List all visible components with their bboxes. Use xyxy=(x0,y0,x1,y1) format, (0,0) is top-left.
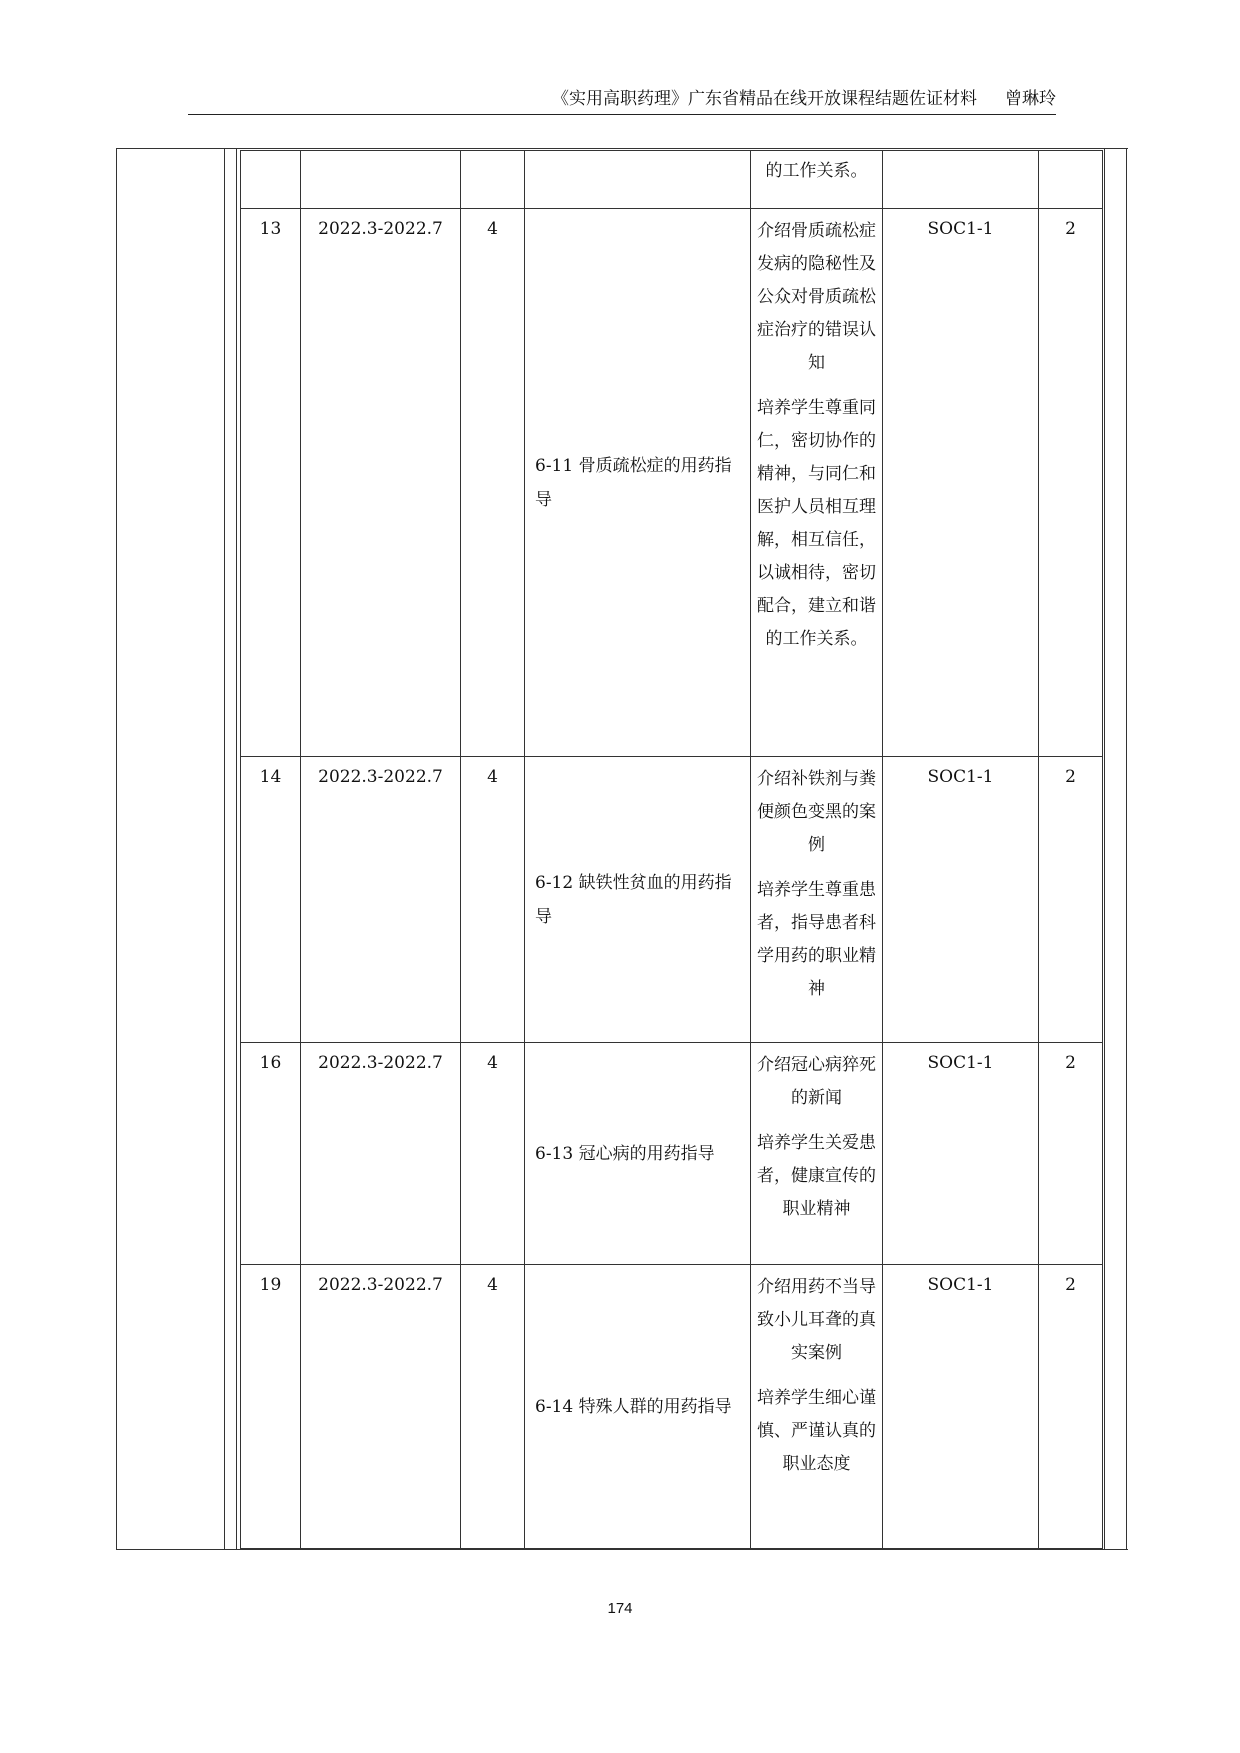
page-header xyxy=(188,84,1056,115)
row-code: SOC1-1 xyxy=(883,1265,1039,1549)
row-credit: 2 xyxy=(1039,1043,1103,1265)
outer-column-divider xyxy=(224,148,225,1550)
row-hours: 4 xyxy=(461,757,525,1043)
content-case: 介绍用药不当导致小儿耳聋的真实案例 xyxy=(757,1277,876,1363)
content-cell xyxy=(751,209,883,757)
row-number: 19 xyxy=(241,1265,301,1549)
table-row xyxy=(241,209,1103,757)
row-topic: 6-11 骨质疏松症的用药指导 xyxy=(525,209,751,757)
cell-empty xyxy=(1039,151,1103,209)
row-number: 13 xyxy=(241,209,301,757)
content-goal: 培养学生尊重同仁，密切协作的精神，与同仁和医护人员相互理解，相互信任，以诚相待，密切配合，建立和谐的工作关系。 xyxy=(757,398,876,649)
row-hours: 4 xyxy=(461,209,525,757)
row-credit: 2 xyxy=(1039,757,1103,1043)
cell-empty xyxy=(461,151,525,209)
cell-empty xyxy=(301,151,461,209)
content-goal: 培养学生尊重患者，指导患者科学用药的职业精神 xyxy=(757,880,876,999)
content-case: 介绍骨质疏松症发病的隐秘性及公众对骨质疏松症治疗的错误认知 xyxy=(757,221,876,373)
header-author: 曾琳玲 xyxy=(1005,89,1056,109)
row-code: SOC1-1 xyxy=(883,1043,1039,1265)
content-cell xyxy=(751,1265,883,1549)
row-topic: 6-13 冠心病的用药指导 xyxy=(525,1043,751,1265)
cell-empty xyxy=(241,151,301,209)
row-date: 2022.3-2022.7 xyxy=(301,1043,461,1265)
page-number: 174 xyxy=(607,1600,633,1617)
outer-column-divider-inner xyxy=(236,148,237,1550)
content-cell xyxy=(751,757,883,1043)
content-goal: 培养学生细心谨慎、严谨认真的职业态度 xyxy=(757,1388,876,1474)
content-case: 介绍补铁剂与粪便颜色变黑的案例 xyxy=(757,769,876,855)
row-topic: 6-12 缺铁性贫血的用药指导 xyxy=(525,757,751,1043)
row-hours: 4 xyxy=(461,1265,525,1549)
outer-table-right-edge xyxy=(1126,148,1127,1550)
header-title: 《实用高职药理》广东省精品在线开放课程结题佐证材料 xyxy=(552,89,977,109)
row-credit: 2 xyxy=(1039,209,1103,757)
table-row xyxy=(241,757,1103,1043)
row-number: 14 xyxy=(241,757,301,1043)
row-credit: 2 xyxy=(1039,1265,1103,1549)
table-row xyxy=(241,1043,1103,1265)
content-goal: 培养学生关爱患者，健康宣传的职业精神 xyxy=(757,1133,876,1219)
content-cell xyxy=(751,1043,883,1265)
content-case: 介绍冠心病猝死的新闻 xyxy=(757,1055,876,1108)
cell-empty xyxy=(883,151,1039,209)
course-schedule-table xyxy=(240,150,1103,1549)
content-text: 的工作关系。 xyxy=(765,161,868,181)
row-date: 2022.3-2022.7 xyxy=(301,1265,461,1549)
content-cell xyxy=(751,151,883,209)
outer-column-divider-right xyxy=(1104,148,1105,1550)
cell-empty xyxy=(525,151,751,209)
table-row xyxy=(241,1265,1103,1549)
row-hours: 4 xyxy=(461,1043,525,1265)
row-date: 2022.3-2022.7 xyxy=(301,757,461,1043)
table-row-continued xyxy=(241,151,1103,209)
row-date: 2022.3-2022.7 xyxy=(301,209,461,757)
row-number: 16 xyxy=(241,1043,301,1265)
row-topic: 6-14 特殊人群的用药指导 xyxy=(525,1265,751,1549)
row-code: SOC1-1 xyxy=(883,209,1039,757)
row-code: SOC1-1 xyxy=(883,757,1039,1043)
